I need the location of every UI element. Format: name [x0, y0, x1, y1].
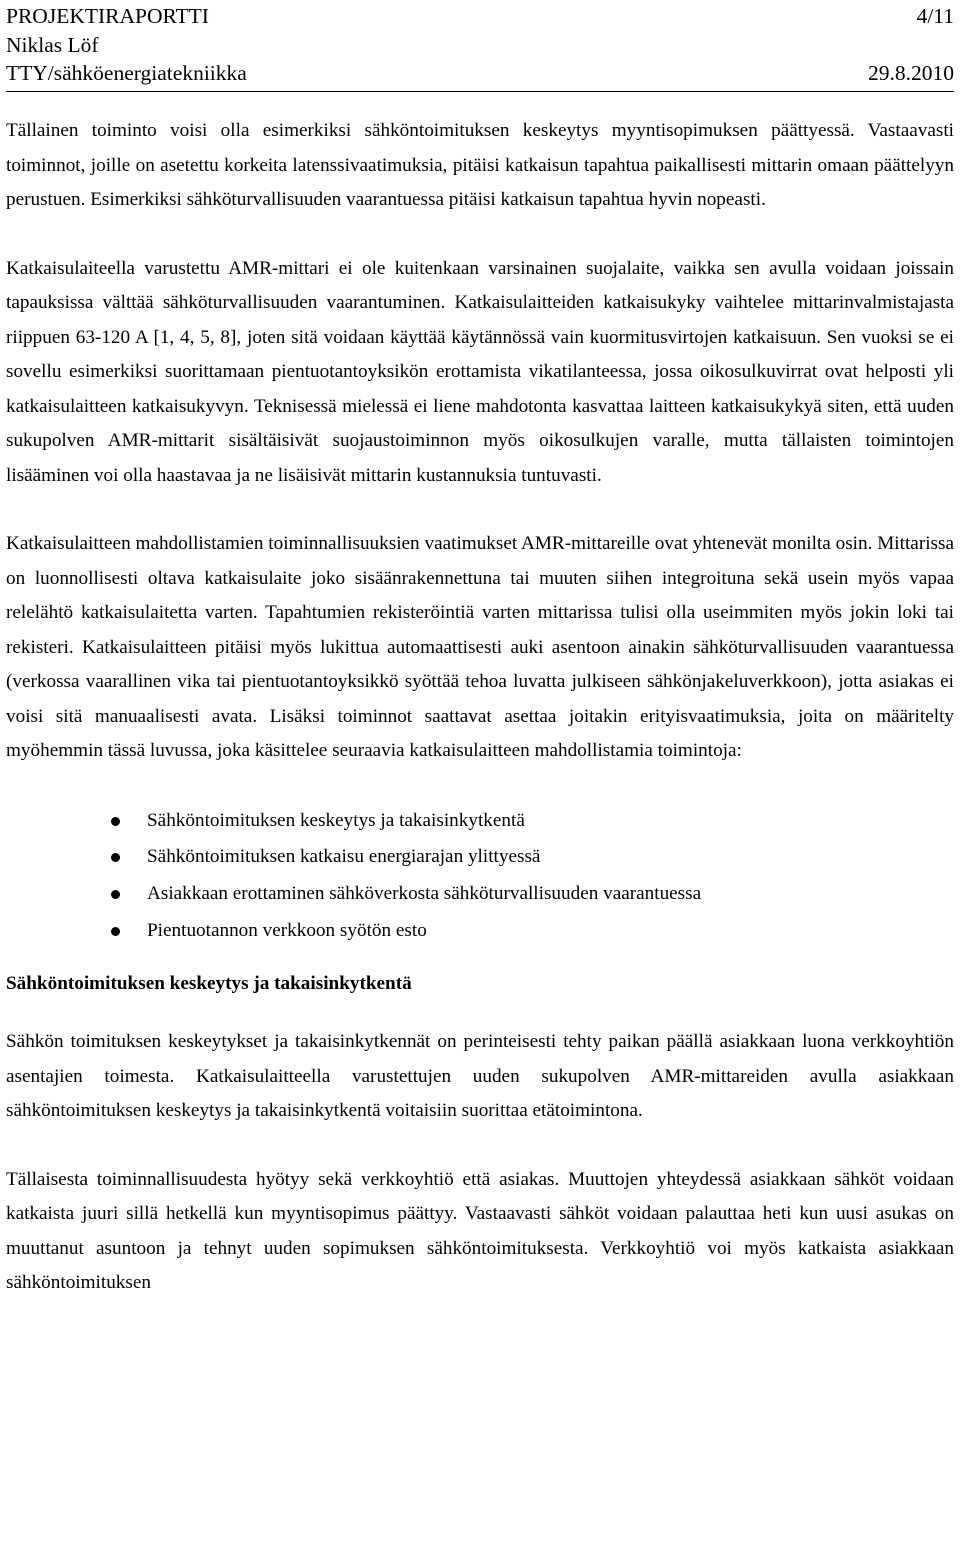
header-divider	[6, 91, 954, 92]
list-item-text: Sähköntoimituksen katkaisu energiarajan ylittyessä	[147, 846, 541, 868]
bullet-icon	[111, 890, 120, 899]
list-item-text: Asiakkaan erottaminen sähköverkosta sähköturvallisuuden vaarantuessa	[147, 882, 702, 904]
bullet-icon	[111, 817, 120, 826]
author-name: Niklas Löf	[6, 33, 99, 57]
list-item	[6, 803, 954, 840]
section-paragraph-1: Sähkön toimituksen keskeytykset ja takaisinkytkennät on perinteisesti tehty paikan päällä asiakkaan luona verkkoyhtiön asentajien toimesta. Katkaisulaitteella varustettujen uuden sukupolven AMR-mittareiden avulla asiakkaan sähköntoimituksen keskeytys ja takaisinkytkentä voitaisiin suorittaa etätoimintona.	[6, 1031, 954, 1122]
section-heading: Sähköntoimituksen keskeytys ja takaisinkytkentä	[6, 973, 412, 995]
paragraph-2: Katkaisulaiteella varustettu AMR-mittari ei ole kuitenkaan varsinainen suojalaite, vaikka sen avulla voidaan joissain tapauksissa välttää sähköturvallisuuden vaarantuminen. Katkaisulaitteiden katkaisukyky vaihtelee mittarinvalmistajasta riippuen 63-120 A [1, 4, 5, 8], joten sitä voidaan käyttää käytännössä vain kuormitusvirtojen katkaisuun. Sen vuoksi se ei sovellu esimerkiksi suorittamaan pientuotantoyksikön erottamista vikatilanteessa, jossa oikosulkuvirrat ovat helposti yli katkaisulaitteen katkaisukyvyn. Teknisessä mielessä ei liene mahdotonta kasvattaa laitteen katkaisukykyä siten, että uuden sukupolven AMR-mittarit sisältäisivät suojaustoiminnon myös oikosulkujen varalle, mutta tällaisten toimintojen lisääminen voi olla haastavaa ja ne lisäisivät mittarin kustannuksia tuntuvasti.	[6, 257, 954, 486]
paragraph-3: Katkaisulaitteen mahdollistamien toiminnallisuuksien vaatimukset AMR-mittareille ovat yhtenevät monilta osin. Mittarissa on luonnollisesti oltava katkaisulaite joko sisäänrakennettuna tai muuten siihen integroituna sekä usein myös vapaa relelähtö katkaisulaitetta varten. Tapahtumien rekisteröintiä varten mittarissa tulisi olla useimmiten myös jokin loki tai rekisteri. Katkaisulaitteen pitäisi myös lukittua automaattisesti auki asentoon ainakin sähköturvallisuuden vaarantuessa (verkossa vaarallinen vika tai pientuotantoyksikkö syöttää tehoa luvatta julkiseen sähkönjakeluverkkoon), jotta asiakas ei voisi sitä manuaalisesti avata. Lisäksi toiminnot saattavat asettaa joitakin erityisvaatimuksia, joita on määritelty myöhemmin tässä luvussa, joka käsittelee seuraavia katkaisulaitteen mahdollistamia toimintoja:	[6, 533, 954, 761]
department: TTY/sähköenergiatekniikka	[6, 61, 247, 85]
page-header	[6, 1, 954, 92]
list-item-text: Sähköntoimituksen keskeytys ja takaisinkytkentä	[147, 809, 525, 831]
list-item-text: Pientuotannon verkkoon syötön esto	[147, 919, 427, 941]
list-item	[6, 876, 954, 913]
bullet-icon	[111, 853, 120, 862]
bullet-icon	[111, 927, 120, 936]
header-bottom-row	[6, 59, 954, 87]
paragraph-1: Tällainen toiminto voisi olla esimerkiksi sähköntoimituksen keskeytys myyntisopimuksen päättyessä. Vastaavasti toiminnot, joille on asetettu korkeita latenssivaatimuksia, pitäisi katkaisun tapahtua paikallisesti mittarin omaan päättelyyn perustuen. Esimerkiksi sähköturvallisuuden vaarantuessa pitäisi katkaisun tapahtua hyvin nopeasti.	[6, 120, 954, 210]
section-paragraph-2: Tällaisesta toiminnallisuudesta hyötyy sekä verkkoyhtiö että asiakas. Muuttojen yhteydessä asiakkaan sähköt voidaan katkaista juuri sillä hetkellä kun myyntisopimus päättyy. Vastaavasti sähköt voidaan palauttaa heti kun uusi asukas on muuttanut asuntoon ja tehnyt uuden sopimuksen sähköntoimituksesta. Verkkoyhtiö voi myös katkaista asiakkaan sähköntoimituksen	[6, 1168, 954, 1294]
list-item	[6, 839, 954, 876]
report-date: 29.8.2010	[868, 61, 954, 85]
report-title: PROJEKTIRAPORTTI	[6, 4, 209, 28]
list-item	[6, 913, 954, 950]
header-top-row	[6, 1, 954, 31]
page-number: 4/11	[916, 4, 954, 28]
function-list	[6, 803, 954, 950]
document-page	[6, 0, 954, 1301]
